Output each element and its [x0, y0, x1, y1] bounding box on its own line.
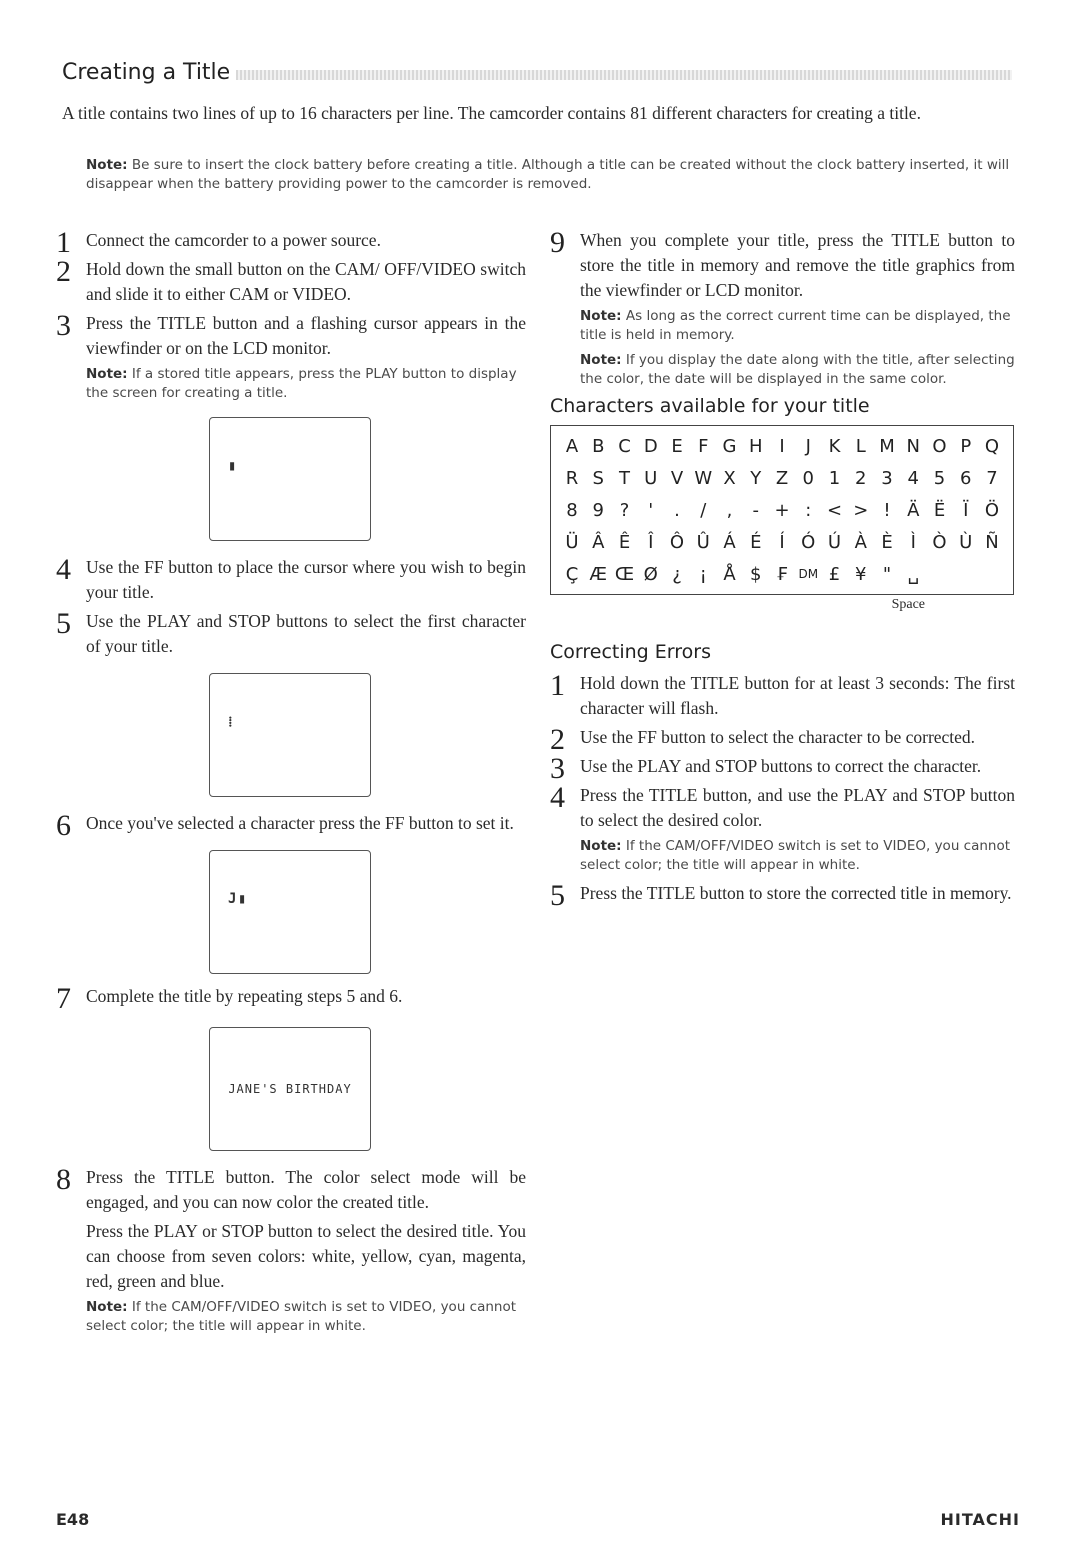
- char-cell: $: [750, 563, 762, 585]
- char-cell: A: [565, 435, 579, 457]
- space-label: Space: [891, 597, 925, 612]
- char-cell: Ê: [618, 531, 631, 553]
- viewfinder-screen-4: [209, 1027, 371, 1151]
- step-7: [56, 982, 526, 1015]
- char-cell: X: [723, 467, 736, 489]
- char-cell: Ô: [669, 531, 685, 553]
- char-cell: ': [648, 499, 654, 521]
- char-cell: G: [722, 435, 737, 457]
- char-cell: +: [774, 499, 790, 521]
- step-number: 1: [56, 226, 71, 259]
- char-cell: Ç: [565, 563, 579, 585]
- char-cell: À: [854, 531, 867, 553]
- char-cell: P: [960, 435, 972, 457]
- char-cell: 5: [933, 467, 946, 489]
- char-cell: .: [674, 499, 680, 521]
- step-text: Use the FF button to select the character to be corrected.: [580, 727, 976, 747]
- step-1: [56, 226, 526, 259]
- char-cell: DM: [798, 567, 819, 581]
- note-label: Note:: [86, 366, 128, 382]
- note-text: If a stored title appears, press the PLAY button to display the screen for creating a title.: [86, 366, 517, 401]
- char-cell: Ä: [907, 499, 920, 521]
- char-cell: -: [752, 499, 759, 521]
- cursor-icon: ▮: [238, 891, 247, 907]
- title-char: J: [228, 891, 237, 907]
- step-number: 6: [56, 809, 71, 842]
- char-cell: Å: [723, 563, 736, 585]
- step-text: Press the TITLE button to store the corrected title in memory.: [580, 883, 1012, 903]
- error-step-4-note: [550, 837, 1015, 875]
- step-text: Complete the title by repeating steps 5 and 6.: [86, 986, 403, 1006]
- char-cell: 9: [592, 499, 604, 521]
- note-label: Note:: [86, 1299, 128, 1315]
- right-column: [550, 228, 1015, 910]
- intro-paragraph: A title contains two lines of up to 16 characters per line. The camcorder contains 81 different characters for creating a title.: [62, 103, 921, 123]
- note-label: Note:: [580, 308, 622, 324]
- char-cell: Ø: [643, 563, 658, 585]
- char-cell: T: [619, 467, 630, 489]
- char-cell: K: [828, 435, 841, 457]
- char-cell: Î: [648, 531, 654, 553]
- flashing-cursor-icon: ▮: [228, 458, 237, 474]
- note-label: Note:: [580, 352, 622, 368]
- step-2: [56, 257, 526, 307]
- char-cell: Ó: [801, 531, 816, 553]
- char-cell: 1: [828, 467, 841, 489]
- viewfinder-screen-1: [209, 417, 371, 541]
- step-number: 2: [550, 723, 565, 756]
- error-step-3: [550, 752, 1015, 785]
- note-text: If you display the date along with the title, after selecting the color, the date will be displayed in the same color.: [580, 352, 1015, 387]
- left-column: [56, 228, 526, 1342]
- char-cell: Ë: [933, 499, 946, 521]
- char-cell: >: [853, 499, 869, 521]
- char-cell: Q: [984, 435, 1000, 457]
- char-cell: ₣: [776, 563, 788, 585]
- step-number: 3: [56, 309, 71, 342]
- char-cell: Ñ: [985, 531, 999, 553]
- char-cell: È: [881, 531, 893, 553]
- step-number: 2: [56, 255, 71, 288]
- page-number: E48: [56, 1510, 90, 1529]
- char-cell: E: [671, 435, 683, 457]
- cursor-icon: ⁞: [228, 714, 233, 730]
- char-cell: 8: [566, 499, 578, 521]
- step-text: Press the PLAY or STOP button to select the desired title. You can choose from seven colors: white, yellow, cyan, magenta, red, green and blue.: [86, 1221, 526, 1291]
- char-cell: V: [670, 467, 684, 489]
- char-cell: ␣: [907, 563, 919, 585]
- error-step-2: [550, 723, 1015, 756]
- char-cell: Û: [696, 531, 710, 553]
- note-text: Be sure to insert the clock battery before creating a title. Although a title can be created without the clock battery inserted, it will disappear when the battery providing power to the camcorder is removed.: [86, 157, 1010, 192]
- step-text: When you complete your title, press the TITLE button to store the title in memory and remove the title graphics from the viewfinder or LCD monitor.: [580, 230, 1015, 300]
- char-cell: D: [643, 435, 658, 457]
- step-text: Press the TITLE button, and use the PLAY and STOP button to select the desired color.: [580, 785, 1015, 830]
- char-cell: Ò: [932, 531, 947, 553]
- note-text: As long as the correct current time can be displayed, the title is held in memory.: [580, 308, 1011, 343]
- step-number: 4: [56, 553, 71, 586]
- char-cell: Í: [779, 531, 785, 553]
- step-text: Once you've selected a character press the FF button to set it.: [86, 813, 514, 833]
- char-cell: N: [906, 435, 920, 457]
- char-cell: F: [698, 435, 709, 457]
- step-number: 5: [56, 607, 71, 640]
- step-number: 7: [56, 982, 71, 1015]
- char-cell: Y: [750, 467, 762, 489]
- step-text: Connect the camcorder to a power source.: [86, 230, 381, 250]
- char-cell: 2: [855, 467, 867, 489]
- page-title: Creating a Title: [62, 60, 236, 85]
- step-number: 3: [550, 752, 565, 785]
- char-cell: R: [565, 467, 579, 489]
- viewfinder-screen-2: [209, 673, 371, 797]
- char-cell: Á: [723, 531, 736, 553]
- char-cell: !: [883, 499, 891, 521]
- step-9: [550, 228, 1015, 303]
- note-text: If the CAM/OFF/VIDEO switch is set to VIDEO, you cannot select color; the title will appear in white.: [580, 838, 1011, 873]
- char-row: [551, 430, 1013, 462]
- char-cell: ¥: [855, 563, 867, 585]
- char-cell: ?: [619, 499, 630, 521]
- char-cell: U: [644, 467, 658, 489]
- char-cell: ": [882, 563, 892, 585]
- step-text: Use the PLAY and STOP buttons to select the first character of your title.: [86, 611, 526, 656]
- char-cell: I: [779, 435, 785, 457]
- char-cell: Ü: [565, 531, 579, 553]
- error-step-4: [550, 783, 1015, 833]
- char-cell: Ú: [827, 531, 842, 553]
- characters-heading: Characters available for your title: [550, 395, 870, 417]
- step-8-note: [56, 1298, 526, 1336]
- step-text: Use the FF button to place the cursor where you wish to begin your title.: [86, 557, 526, 602]
- char-cell: C: [618, 435, 631, 457]
- note-text: If the CAM/OFF/VIDEO switch is set to VIDEO, you cannot select color; the title will appear in white.: [86, 1299, 517, 1334]
- step-9-note-2: [550, 351, 1015, 389]
- char-cell: Z: [775, 467, 789, 489]
- char-cell: W: [694, 467, 713, 489]
- step-6: [56, 809, 526, 842]
- page-header: [62, 62, 1012, 90]
- step-number: 1: [550, 669, 565, 702]
- char-cell: £: [828, 563, 841, 585]
- char-cell: O: [932, 435, 947, 457]
- char-cell: H: [748, 435, 763, 457]
- correcting-errors-heading: Correcting Errors: [550, 641, 711, 663]
- char-cell: ¡: [699, 563, 707, 585]
- note-label: Note:: [86, 157, 128, 173]
- char-cell: É: [750, 531, 762, 553]
- step-number: 9: [550, 226, 565, 259]
- char-cell: Œ: [614, 563, 635, 585]
- char-cell: 3: [881, 467, 893, 489]
- step-number: 4: [550, 781, 565, 814]
- step-8-paragraph: [56, 1219, 526, 1294]
- step-text: Hold down the TITLE button for at least 3 seconds: The first character will flash.: [580, 673, 1015, 718]
- char-cell: M: [879, 435, 895, 457]
- char-cell: Ì: [910, 531, 916, 553]
- char-cell: 0: [802, 467, 814, 489]
- step-text: Hold down the small button on the CAM/ OFF/VIDEO switch and slide it to either CAM or VIDEO.: [86, 259, 526, 304]
- char-cell: Ö: [984, 499, 1000, 521]
- char-cell: 7: [986, 467, 998, 489]
- step-number: 8: [56, 1163, 71, 1196]
- step-text: Press the TITLE button. The color select mode will be engaged, and you can now color the created title.: [86, 1167, 526, 1212]
- step-5: [56, 609, 526, 659]
- char-cell: Ù: [959, 531, 973, 553]
- char-cell: Æ: [589, 563, 608, 585]
- brand-logo: HITACHI: [940, 1510, 1020, 1529]
- step-text: Use the PLAY and STOP buttons to correct the character.: [580, 756, 982, 776]
- error-step-1: [550, 671, 1015, 721]
- intro-note: [86, 156, 1012, 194]
- char-cell: 6: [960, 467, 972, 489]
- step-text: Press the TITLE button and a flashing cursor appears in the viewfinder or on the LCD monitor.: [86, 313, 526, 358]
- note-label: Note:: [580, 838, 622, 854]
- title-preview: JANE'S BIRTHDAY: [228, 1082, 352, 1096]
- char-cell: S: [592, 467, 604, 489]
- char-cell: J: [805, 435, 811, 457]
- char-cell: ¿: [672, 563, 682, 585]
- step-8: [56, 1165, 526, 1215]
- char-cell: L: [855, 435, 866, 457]
- char-cell: 4: [907, 467, 919, 489]
- char-row: [551, 462, 1013, 494]
- char-row: [551, 558, 1013, 590]
- step-4: [56, 555, 526, 605]
- error-step-5: [550, 879, 1015, 912]
- char-cell: Ï: [963, 499, 969, 521]
- character-table: [550, 425, 1014, 595]
- char-cell: B: [592, 435, 605, 457]
- char-row: [551, 526, 1013, 558]
- char-cell: :: [805, 499, 812, 521]
- char-cell: ,: [726, 499, 733, 521]
- viewfinder-screen-3: [209, 850, 371, 974]
- step-3: [56, 311, 526, 361]
- char-cell: /: [700, 499, 707, 521]
- step-number: 5: [550, 879, 565, 912]
- step-9-note-1: [550, 307, 1015, 345]
- step-3-note: [56, 365, 526, 403]
- title-rule: [232, 70, 1012, 80]
- char-cell: Â: [592, 531, 605, 553]
- char-cell: <: [826, 499, 843, 521]
- char-row: [551, 494, 1013, 526]
